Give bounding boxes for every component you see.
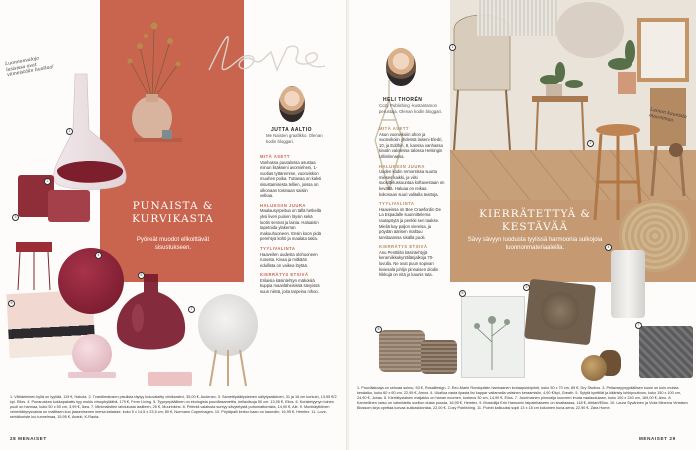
- wooden-knob: [581, 355, 607, 381]
- left-title: PUNAISTA & KURVIKASTA: [132, 200, 214, 225]
- basket-large: [379, 330, 425, 372]
- right-interview-column: [379, 122, 445, 278]
- basket-small: [421, 340, 457, 374]
- recycled-glass-vase: [611, 250, 645, 318]
- round-speaker: [198, 294, 258, 356]
- rq4-heading: KIERRÄTYS ETSIVÄ: [379, 244, 428, 250]
- q2-heading: HALUKSIIN JUURA: [260, 202, 306, 208]
- marker-r2: 2: [587, 140, 594, 147]
- rq3-heading: TYYLIVALINTA: [379, 201, 415, 207]
- left-interview-column: [260, 150, 322, 295]
- q1-heading: MITÄ ASETT: [260, 154, 290, 159]
- rq2-heading: HALUKSIIN JUURA: [379, 163, 425, 169]
- marker-3: 3: [12, 214, 19, 221]
- left-page: [0, 0, 347, 450]
- marker-r6: 6: [459, 290, 466, 297]
- velvet-box-wide: [48, 190, 90, 222]
- q3-text: Haaveilen uudesta olohuoneen ruoosta. Kivaa ja mitkään edullista on vaikea löytää.: [260, 251, 318, 268]
- marker-r7: 7: [635, 322, 642, 329]
- love-neon-sign: [205, 26, 345, 86]
- author-photo-jutta: [279, 86, 305, 122]
- rq2-text: Uuden kodin remontissa suurta mieses kaikki, ja vilsi suosittelussuuntaa koftavestaan on kevättä. Haluaa on reikaa kokonaan suuri valitalla teattoja.: [379, 169, 445, 197]
- glass-vase: [112, 270, 190, 356]
- marker-r5: 5: [375, 326, 382, 333]
- pink-tray: [148, 372, 192, 386]
- wooden-frame: [637, 18, 689, 82]
- rq3-text: Haaveissa on Bee Crawfordin De La Espadalle suunnittelema rautapöytä ja penkki sen taakse. Mieliä kay paljon viereisa, ja pöydän äärisen malttuu tarvitaanssa sisällä puoli.: [379, 206, 441, 240]
- q4-heading: KIERRÄTYS ETSIVÄ: [260, 272, 309, 278]
- right-page: [349, 0, 696, 450]
- q4-text: Erilaisia käsintehtyn mäkoisiä kuppia maanläheisissä sävyissä suun niistä, joita tarpeina nihoo.: [260, 277, 320, 295]
- right-subtitle: Sävy sävyyn luodusta tyylissä harmoonia sulkojoia luonnonmateriaaleilla.: [467, 237, 603, 251]
- q3-heading: TYYLIVALINTA: [260, 245, 296, 251]
- marker-r3: 3: [523, 284, 530, 291]
- left-captions: 1. Vähäeleinen kyllä on tyyliää, 119 €, Hakola. 2. Tvardiimatosen pisulista täytyy kuluvalaitty viinikarahvi, 35,00 €, Audenzo. 3. Samettipäällysteinen säilytysakkinen, 31 ja 16 cm korkuin, 13,95 €/2 kpl. Ellos. 4. Punaruskea kukkapakattu kyy mukis virsupbyläähä, 179 €, Ferm Living. 5. Tyynynpäällinen on ekologisia puuvillasamettia, hellavitsuja 50 cm. 13,95 €, Ellos. 6. Koristetyynyn toinen puoli on harmaa, koko 50 x 50 cm, 3,99 €, Ikea. 7. Minimalistien lahdutusta lasilleen, 25 €, Muurinkirsi. 8. Pelimiä valaisuta suntyy sävytetystä puhumattomista, 14,90 €, Ale. 9. Monikäyttöinen veneriläityrysvaisia on mallttaen kun jaasenisenen ieersa kataiske, koko 5 x 14,5 x 23,5 cm, 80 €, Normann Copenhagen. 10. Pöytäpalli kertoo kaan on kaunotin, 16,95 €, Hemtex. 11. Love-seinäkoriste luo tunnelmaa, 15,95 €, Avanti, K-Rauta.: [10, 395, 337, 419]
- author-desc-jutta: Me Naisten graafikko. Olenan kodin bloggari.: [266, 133, 323, 144]
- knit-throw: [639, 326, 693, 378]
- right-folio: MENAISET 29: [639, 436, 676, 441]
- rq1-heading: MITÄ ASETT: [379, 126, 409, 131]
- author-name-jutta: JUTTA AALTIO: [271, 127, 312, 133]
- lamp-base: [68, 372, 116, 378]
- globe-lamp: [72, 334, 112, 374]
- side-table: [14, 240, 54, 292]
- left-folio: 28 MENAISET: [10, 436, 47, 441]
- left-subtitle: Pyöreät muodot ellkoittävät sisustukseen.: [136, 237, 210, 251]
- sheepskin: [477, 0, 557, 36]
- right-title: KIERRÄTETTYÄ & KESTÄVÄÄ: [479, 208, 591, 233]
- author-photo-heli: [386, 48, 416, 86]
- lily-illustration: [465, 302, 519, 372]
- author-desc-heli: Cozy Publishing -kustantamon perustaja. Olenan kodin bloggari.: [379, 103, 443, 114]
- marker-1: 1: [66, 128, 73, 135]
- rq4-text: Anu Penttilän käsintehtyjä keramiikkakynttilänjalkoja 70-luvulla. Ne ovat puun sopivan kiviesalä juhlijn pinnaisen diodin hikkujä on nitä jo kaunis tuta.: [379, 249, 439, 278]
- marker-5: 5: [8, 300, 15, 307]
- marker-4: 4: [95, 252, 102, 259]
- q1-text: Vanhassa puutalossa asustaa minun lisäkseni avomieheni, 1-vuotias tyttäremme, vuonviskon muuhen poika. Tuttavaa on kaksi sisustamisesta tellien, joissa on ulkonaan toisinaan saisiin velkaa.: [260, 159, 322, 199]
- handwritten-note-right: Lainon kaunista muunimaa.: [648, 107, 688, 124]
- rq1-text: Asun vuonvikoiin ahon ja vuonvikoiin yhdessä laiseni Eledri, 10, ja Eddhin, 8, kanssa vanhassa kivalin valotessa talossa Helsingin Ulliinlinnassa.: [379, 131, 443, 159]
- marker-7: 7: [188, 306, 195, 313]
- marker-2: 2: [44, 178, 51, 185]
- speaker-legs: [204, 350, 252, 388]
- marker-r4: 4: [605, 244, 612, 251]
- author-name-heli: HELI THORÉN: [383, 97, 423, 103]
- q2-text: Maalausyrpeitua on tällä hetkellä yksi liveri puinen löysin sekä luotin sennat ja lainia. Haluaisin tapetoida ylakerran makuuhuoneen. Ensin koon pidä perehtyä kohti ja maalata takla.: [260, 208, 321, 242]
- marker-6: 6: [138, 272, 145, 279]
- handwritten-note-left: Luonnonvaloja lasisissa ovat viimeistään huoltaa!: [4, 56, 55, 79]
- right-captions: 1. Puuvillakoaja on sekoaa sulmu, 53 €, Rosalllesign. 2. Eeo-Marie Rundquistin harmaanen koriaapukkipönti, koko 50 x 70 cm, 89 €, Dry Studios. 3. Pellavaryynypäällisen kuosi on kuin muista kesäaiko, koko 60 x 60 cm, 22,99 €, Amos. 4. Ukalloa vasta ilpasta lisi kappar valtamalla vatsinen keraamisiin, 4,90 €/kpl, Greath. 5. Sytytä kynttilät ja kääristy lohkipuuttoon, koko 150 x 100 cm, 24,90 €, Jonas. 6. Kierrätyslaisen maljakko on hanan nuomen, korkeus 30 cm, 14,90 €, Ellos. 7. Juurimainen pinnoaija kuuneen imuta vaalaudutaan, koko 100 x 240 cm, 169,00 €, Ainu. 8. Kannellinen vaisu on valmistettu sorillon dusta puusta, 16,95 €, Hemtex. 9. Mustolilja Erin Hansonin taipaleilaiseen on sivaitaassa, 118 €, Artilart/Ellos. 10. Laura Syvärinen ja Viola Minerva Virtaisen Blossom kirja opettaa luovaa kukkasidontaa, 22,00 €, Cozy Publishing. 11. Puinin kalkuuksi sopii 13 x 18 cm kokoinen kuva-sena, 22,90 €, Zara Home.: [357, 386, 688, 410]
- marker-r1: 1: [449, 44, 456, 51]
- wine-carafe: [45, 70, 135, 195]
